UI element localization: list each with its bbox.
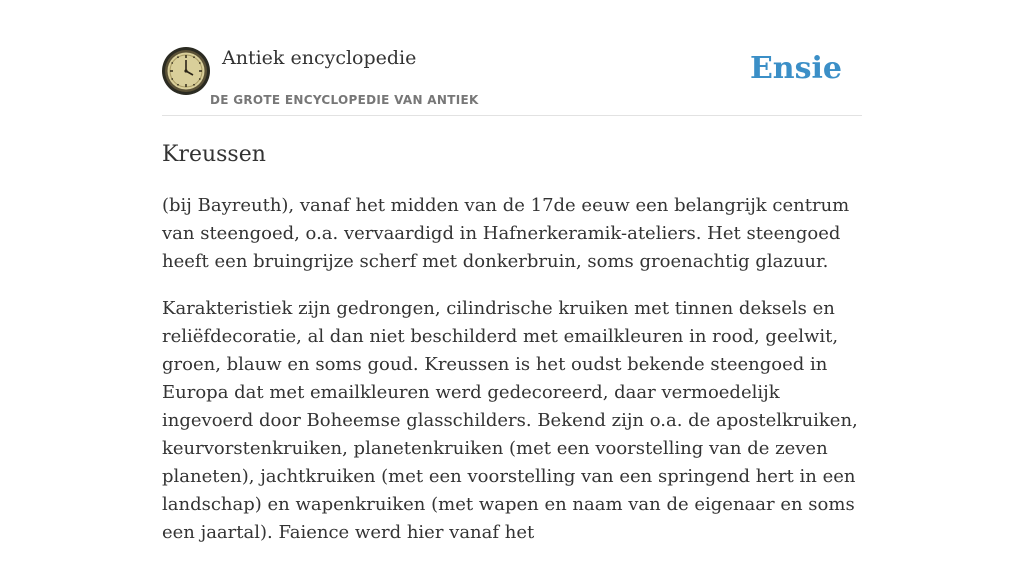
page-title: Kreussen	[162, 142, 266, 167]
article-paragraph-1: (bij Bayreuth), vanaf het midden van de 17de eeuw een belangrijk centrum van steengoed, o.a. vervaardigd in Hafnerkeramik-ateliers. Het steengoed heeft een bruingrijze scherf met donkerbruin, soms groenachtig glazuur.	[162, 195, 850, 272]
header-divider	[162, 115, 862, 116]
antique-clock-icon[interactable]	[162, 47, 210, 95]
article-body	[162, 192, 864, 566]
site-title[interactable]: Antiek encyclopedie	[222, 47, 417, 69]
site-tagline: DE GROTE ENCYCLOPEDIE VAN ANTIEK	[210, 93, 479, 107]
ensie-brand-link[interactable]: Ensie	[749, 51, 842, 86]
article-paragraph-2: Karakteristiek zijn gedrongen, cilindrische kruiken met tinnen deksels en reliëfdecoratie, al dan niet beschilderd met emailkleuren in rood, geelwit, groen, blauw en soms goud. Kreussen is het oudst bekende steengoed in Europa dat met emailkleuren werd gedecoreerd, daar vermoedelijk ingevoerd door Boheemse glasschilders. Bekend zijn o.a. de apostelkruiken, keurvorstenkruiken, planetenkruiken (met een voorstelling van de zeven planeten), jachtkruiken (met een voorstelling van een springend hert in een landschap) en wapenkruiken (met wapen en naam van de eigenaar en soms een jaartal). Faience werd hier vanaf het	[162, 298, 858, 543]
